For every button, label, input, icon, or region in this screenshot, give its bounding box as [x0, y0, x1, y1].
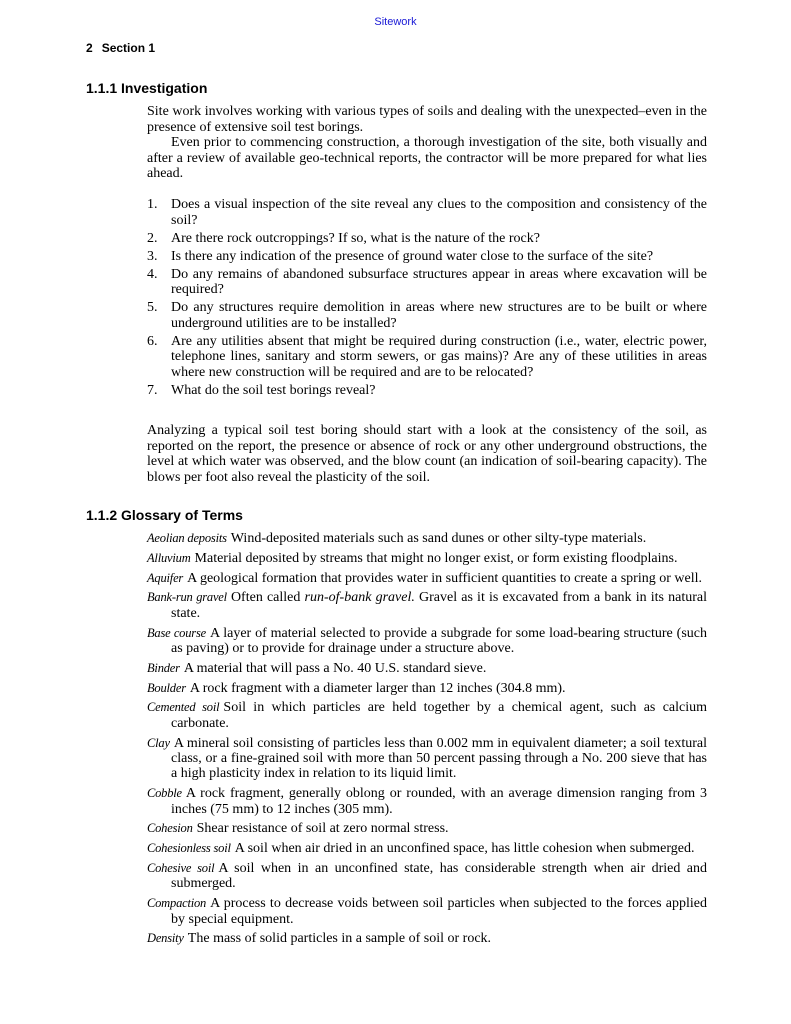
question-item: [147, 197, 707, 228]
question-text: Is there any indication of the presence of ground water close to the surface of the site?: [171, 248, 654, 264]
glossary-entry: [147, 821, 707, 836]
analysis-paragraph: [147, 423, 707, 485]
glossary-entry: [147, 786, 707, 817]
question-text: Are there rock outcroppings? If so, what is the nature of the rock?: [171, 230, 540, 246]
question-number: 3.: [147, 248, 158, 264]
question-item: [147, 249, 707, 265]
glossary-definition: Wind-deposited materials such as sand dunes or other silty-type materials.: [230, 531, 647, 546]
intro-paragraph: Even prior to commencing construction, a thorough investigation of the site, both visually and after a review of available geo-technical reports, the contractor will be more prepared for what lies ahead.: [147, 135, 707, 182]
glossary-definition: A layer of material selected to provide a subgrade for some load-bearing structure (such as paving) or to provide for drainage under a structure above.: [171, 625, 707, 656]
investigation-heading: 1.1.1 Investigation: [86, 80, 208, 96]
glossary-definition: Soil in which particles are held together by a chemical agent, such as calcium carbonate.: [171, 700, 708, 731]
question-text: Are any utilities absent that might be required during construction (i.e., water, electric power, telephone lines, sanitary and storm sewers, or gas mains)? Are any of these utilities in areas where new construction will be required and are to be relocated?: [171, 333, 707, 380]
glossary-definition: Gravel as it is excavated from a bank in its natural state.: [171, 590, 707, 621]
question-text: Do any remains of abandoned subsurface structures appear in areas where excavation will be required?: [171, 266, 707, 298]
glossary-term: Aquifer: [147, 570, 184, 585]
glossary-term: Cohesionless soil: [147, 841, 231, 856]
glossary-term: Aeolian deposits: [147, 531, 227, 545]
question-item: [147, 334, 707, 381]
glossary-entry: [147, 551, 707, 566]
glossary-term: Base course: [147, 625, 206, 640]
glossary-definition: Material deposited by streams that might no longer exist, or form existing floodplains.: [194, 550, 678, 566]
glossary-definition: A process to decrease voids between soil particles when subjected to the forces applied by special equipment.: [171, 896, 707, 927]
investigation-intro: [147, 104, 707, 182]
glossary-term: Cemented soil: [147, 700, 220, 715]
page-number: 2: [86, 41, 93, 55]
glossary-term: Bank-run gravel: [147, 590, 227, 605]
glossary-term: Alluvium: [147, 550, 191, 565]
glossary-entry: [147, 661, 707, 676]
glossary-entry: [147, 861, 707, 892]
investigation-questions: [147, 197, 707, 401]
section-label: Section 1: [101, 41, 156, 55]
glossary-definition: A geological formation that provides water in sufficient quantities to create a spring or well.: [187, 570, 702, 586]
glossary-definition: A mineral soil consisting of particles less than 0.002 mm in equivalent diameter; a soil textural class, or a fine-grained soil with more than 50 percent passing through a No. 200 sieve that has a high plasticity index in relation to its liquid limit.: [171, 735, 707, 782]
question-text: Do any structures require demolition in areas where new structures are to be built or where underground utilities are to be installed?: [171, 300, 707, 331]
glossary-definition: Often called: [230, 590, 305, 606]
glossary-entry: [147, 896, 707, 927]
glossary-definition: The mass of solid particles in a sample of soil or rock.: [187, 931, 492, 947]
glossary-entry: [147, 590, 707, 621]
question-text: Does a visual inspection of the site reveal any clues to the composition and consistency of the soil?: [171, 197, 707, 228]
glossary-list: [147, 531, 707, 951]
glossary-entry: [147, 681, 707, 696]
question-number: 5.: [147, 300, 158, 316]
glossary-entry: [147, 736, 707, 782]
glossary-definition: A soil when in an unconfined state, has considerable strength when air dried and submerged.: [171, 861, 708, 892]
question-number: 1.: [147, 197, 158, 212]
analysis-text: Analyzing a typical soil test boring should start with a look at the consistency of the soil, as reported on the report, the presence or absence of rock or any other underground obstructions, the level at which water was observed, and the blow count (an indication of soil-bearing capacity). The blows per foot also reveal the plasticity of the soil.: [147, 423, 707, 485]
question-item: [147, 231, 707, 247]
question-number: 4.: [147, 266, 158, 282]
glossary-term: Cohesive soil: [147, 861, 215, 875]
glossary-term: Cohesion: [147, 821, 193, 836]
question-number: 6.: [147, 333, 158, 349]
sitework-link[interactable]: Sitework: [374, 16, 417, 28]
glossary-entry: [147, 841, 707, 856]
glossary-term: Cobble: [147, 786, 182, 801]
glossary-term: Boulder: [147, 680, 186, 695]
glossary-definition-emphasis: run-of-bank gravel.: [304, 590, 415, 606]
question-number: 2.: [147, 230, 158, 246]
question-item: [147, 267, 707, 298]
glossary-term: Density: [147, 931, 184, 946]
glossary-definition: A rock fragment, generally oblong or rounded, with an average dimension ranging from 3 inches (75 mm) to 12 inches (305 mm).: [171, 786, 707, 817]
question-text: What do the soil test borings reveal?: [171, 382, 376, 398]
glossary-entry: [147, 700, 707, 731]
glossary-definition: A material that will pass a No. 40 U.S. standard sieve.: [183, 660, 487, 676]
question-number: 7.: [147, 382, 158, 398]
question-item: [147, 383, 707, 399]
glossary-definition: A rock fragment with a diameter larger than 12 inches (304.8 mm).: [189, 680, 566, 696]
glossary-entry: [147, 931, 707, 946]
question-item: [147, 300, 707, 331]
running-header: [86, 41, 155, 55]
glossary-entry: [147, 571, 707, 586]
glossary-term: Clay: [147, 735, 170, 750]
glossary-entry: [147, 531, 707, 546]
intro-paragraph: Site work involves working with various types of soils and dealing with the unexpected–even in the presence of extensive soil test borings.: [147, 104, 707, 135]
glossary-entry: [147, 626, 707, 657]
glossary-definition: Shear resistance of soil at zero normal stress.: [196, 821, 449, 837]
glossary-heading: 1.1.2 Glossary of Terms: [86, 507, 243, 523]
glossary-definition: A soil when air dried in an unconfined space, has little cohesion when submerged.: [234, 841, 695, 857]
glossary-term: Compaction: [147, 896, 207, 911]
glossary-term: Binder: [147, 660, 180, 675]
